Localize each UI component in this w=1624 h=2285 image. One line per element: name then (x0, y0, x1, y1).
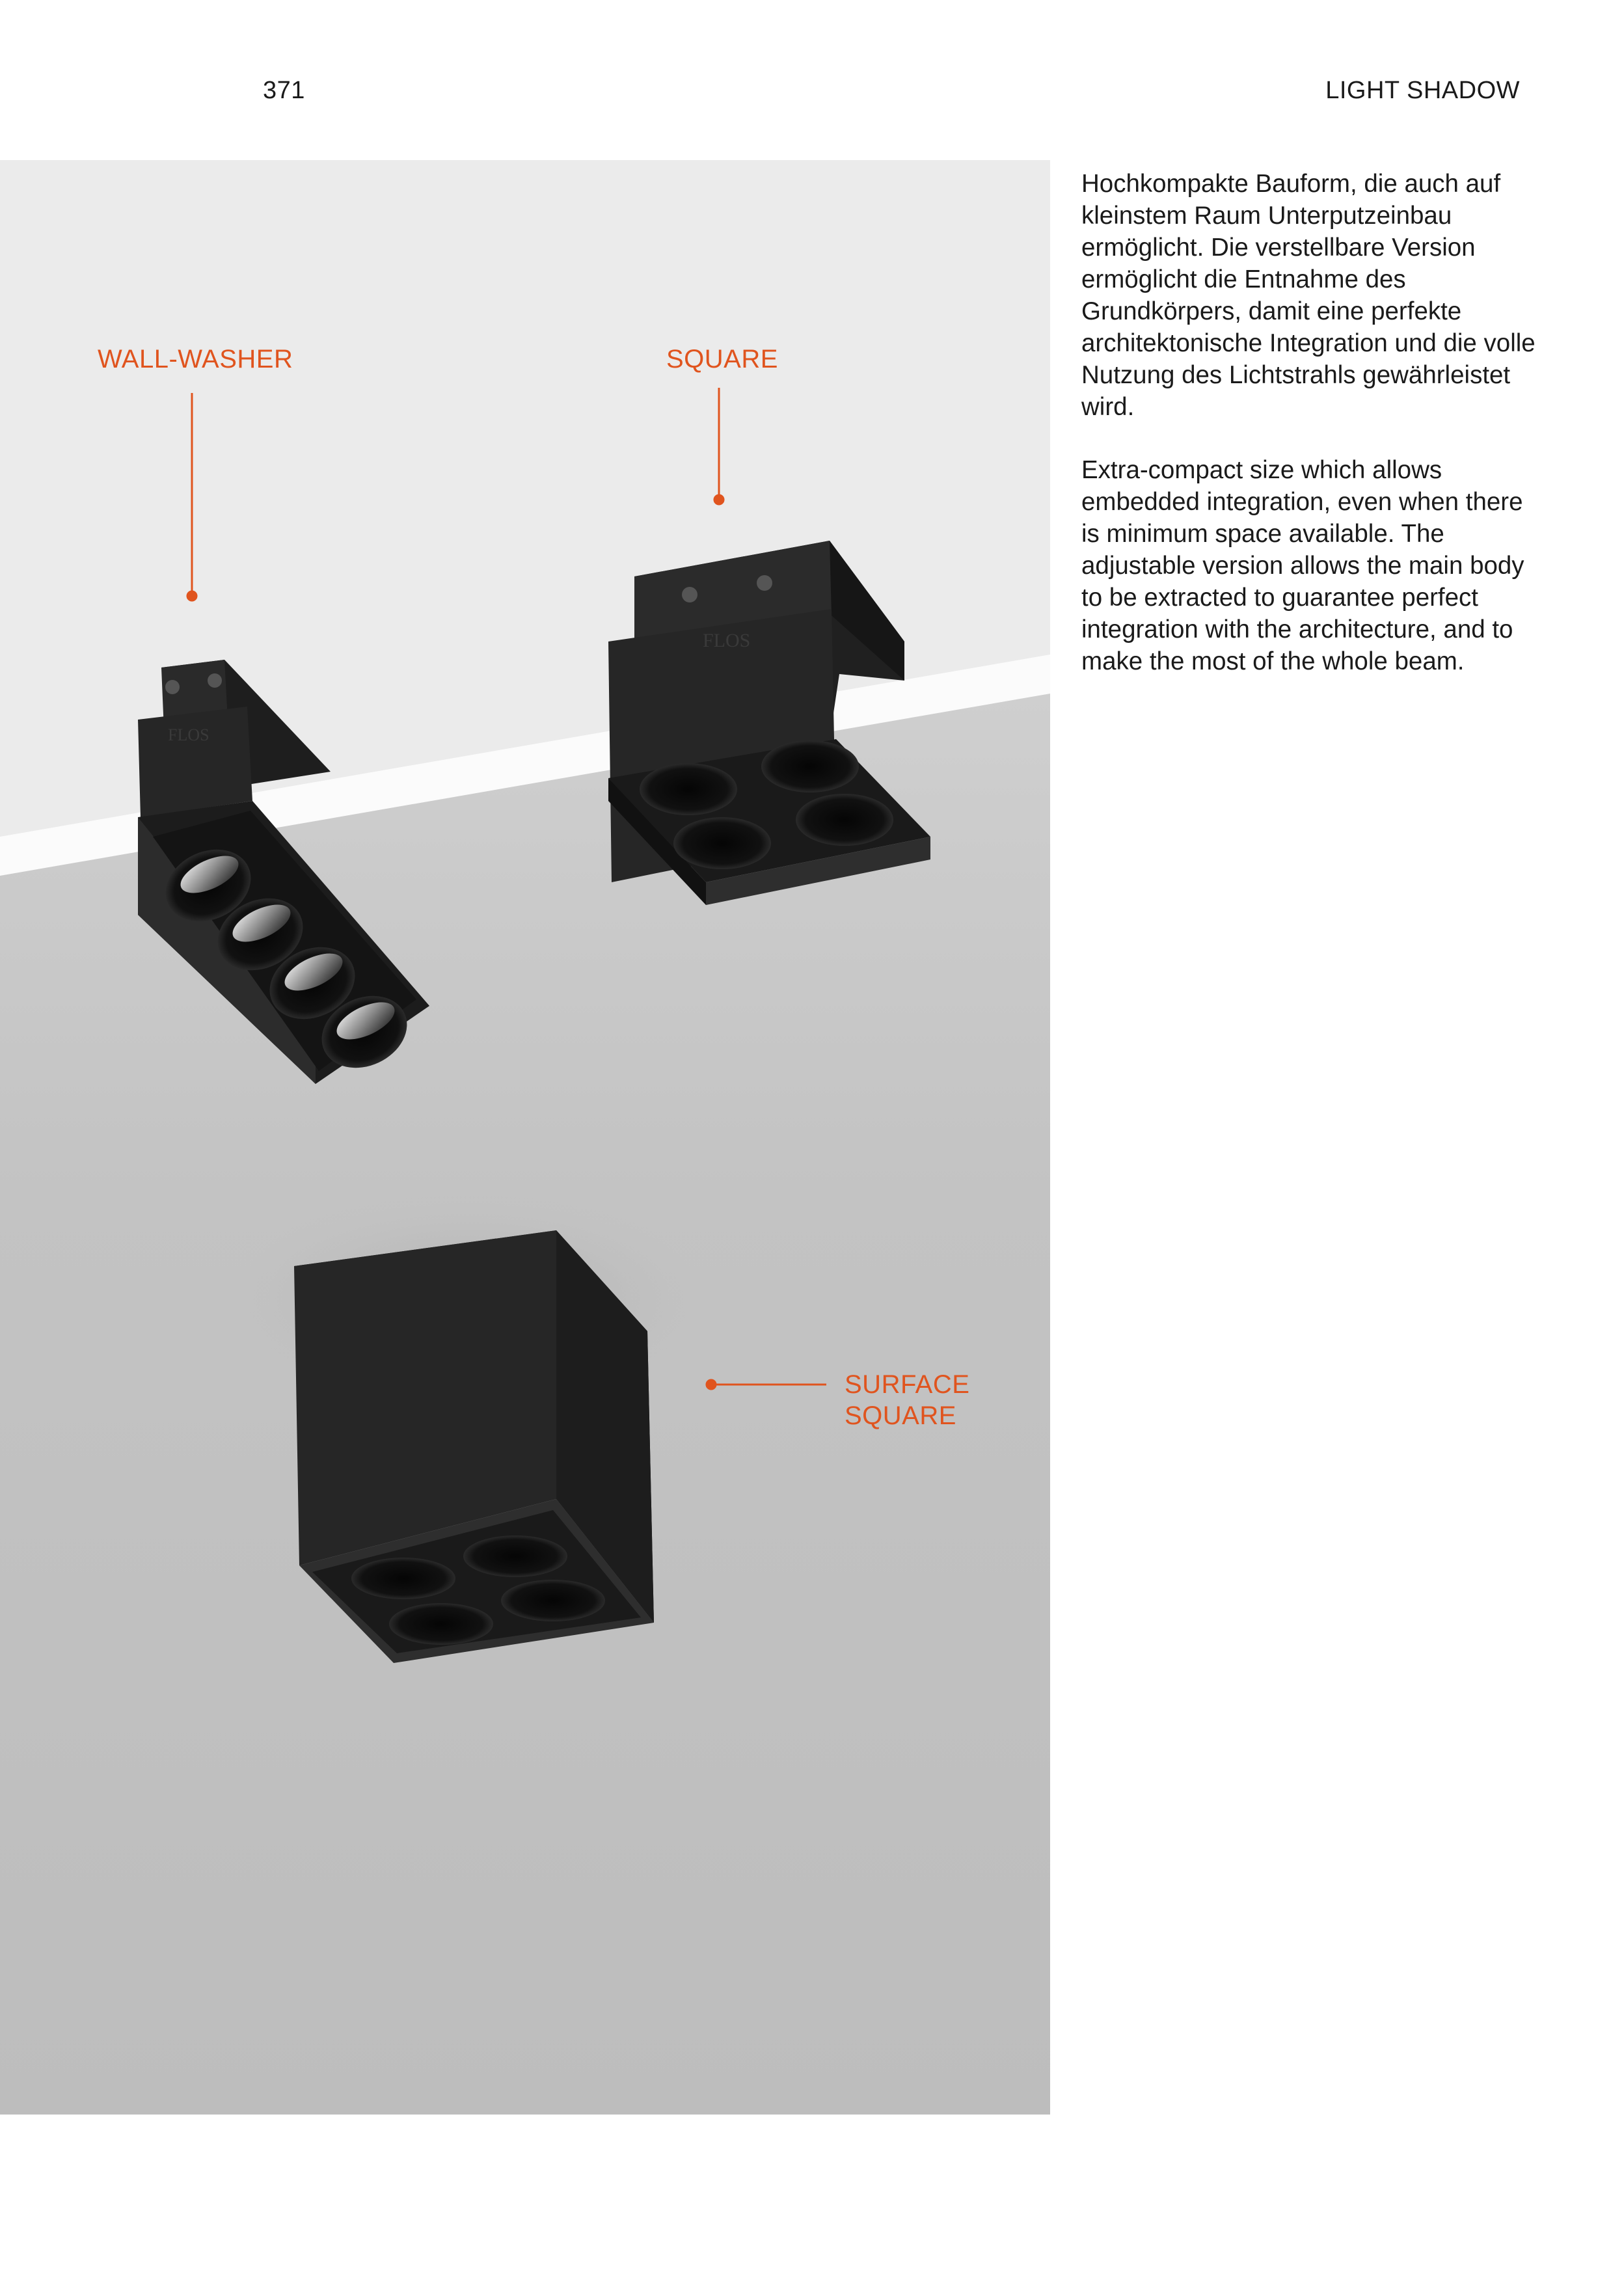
callout-square: SQUARE (666, 345, 778, 373)
callout-surface-square (845, 1369, 969, 1431)
square-dot (714, 495, 724, 504)
description-german: Hochkompakte Bauform, die auch auf kleinstem Raum Unterputzeinbau ermöglicht. Die verstellbare Version ermöglicht die Entnahme des Grundkörpers, damit eine perfekte architektonische Integration und die volle Nutzung des Lichtstrahls gewährleistet wird. (1081, 170, 1536, 421)
svg-text:FLOS: FLOS (168, 725, 210, 744)
description-column (1081, 168, 1537, 709)
surface-square-dot (707, 1380, 716, 1389)
page-number: 371 (263, 77, 305, 104)
callout-wall-washer: WALL-WASHER (98, 345, 293, 373)
section-title: LIGHT SHADOW (1325, 77, 1520, 104)
callout-surface-line2: SQUARE (845, 1401, 956, 1430)
product-photo (0, 160, 1050, 2115)
svg-text:FLOS: FLOS (703, 630, 751, 651)
description-english: Extra-compact size which allows embedded integration, even when there is minimum space available. The adjustable version allows the main body to be extracted to guarantee perfect integration with the architecture, and to make the most of the whole beam. (1081, 456, 1524, 675)
wall-washer-dot (187, 591, 196, 601)
callout-surface-line1: SURFACE (845, 1370, 970, 1399)
